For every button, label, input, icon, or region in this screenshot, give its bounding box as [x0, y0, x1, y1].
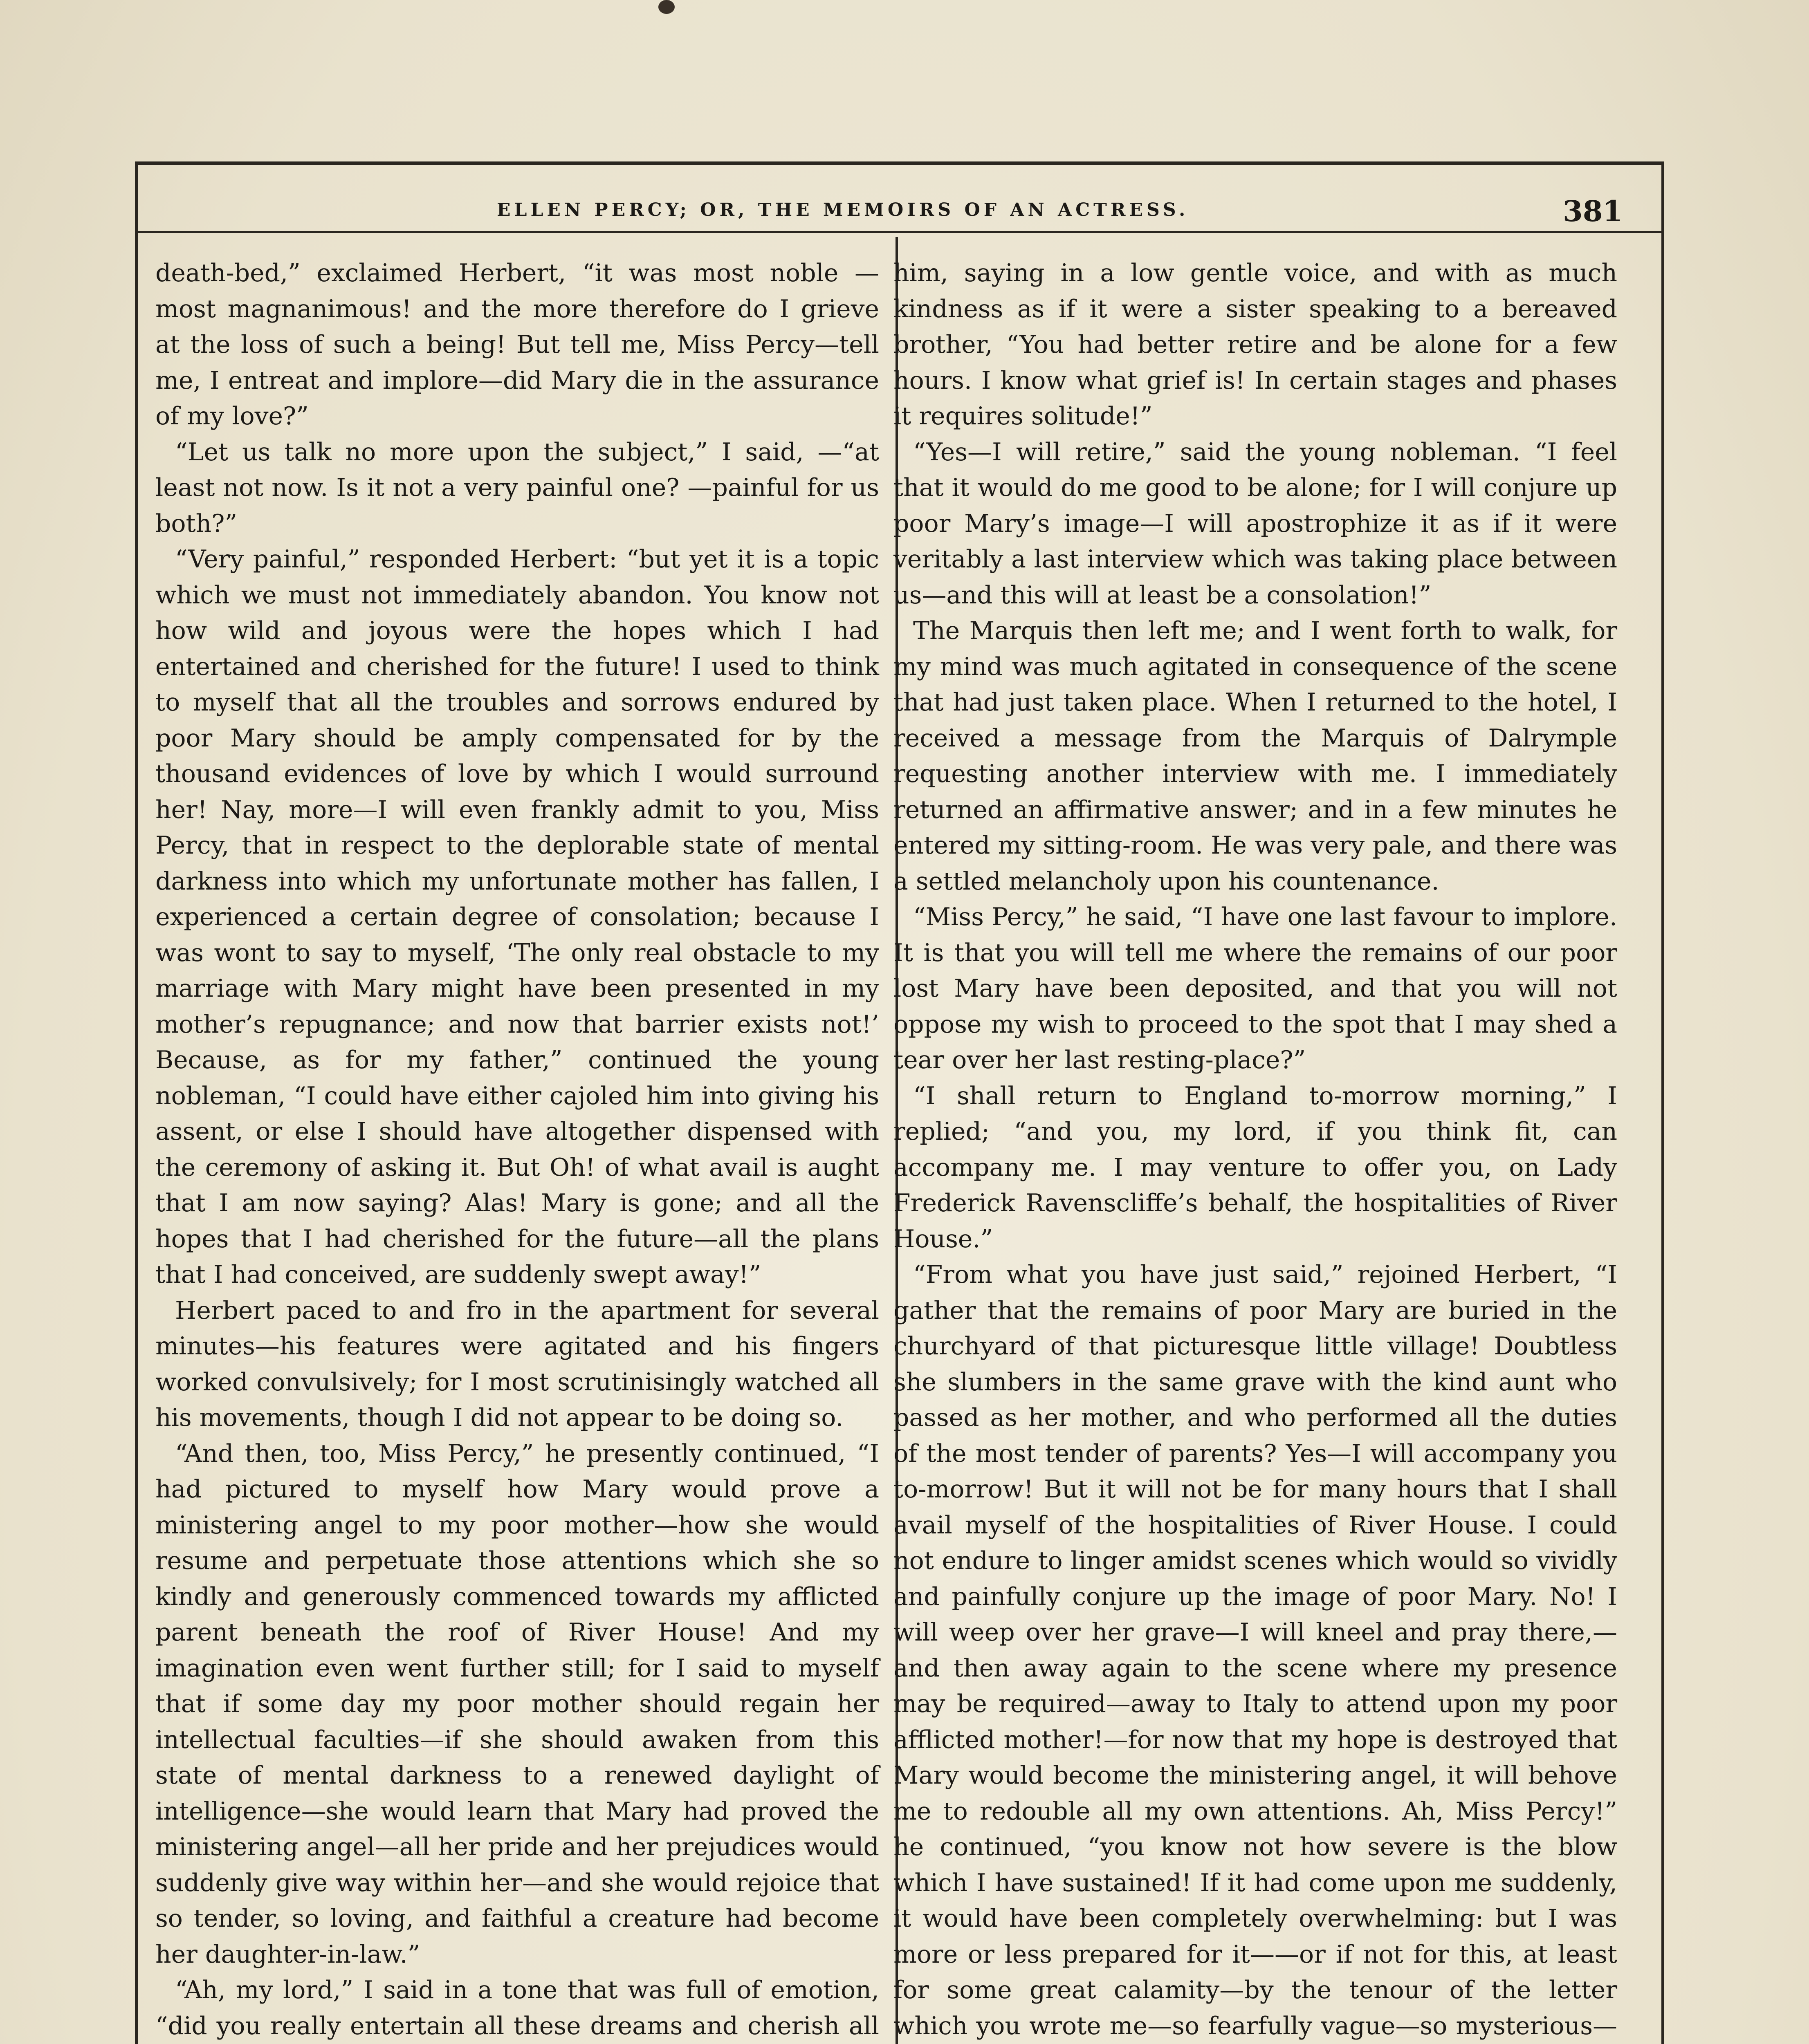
left-text-column	[155, 256, 879, 2044]
ink-blot	[658, 0, 675, 14]
running-title: ELLEN PERCY; OR, THE MEMOIRS OF AN ACTRESS.	[497, 199, 1189, 220]
paragraph: The Marquis then left me; and I went forth to walk, for my mind was much agitated in consequence of the scene that had just taken place. When I returned to the hotel, I received a message from the Marquis of Dalrymple requesting another interview with me. I immediately returned an affirmative answer; and in a few minutes he entered my sitting-room. He was very pale, and there was a settled melancholy upon his countenance.	[893, 616, 1617, 896]
header-rule	[135, 231, 1664, 233]
paragraph: “I shall return to England to-morrow morning,” I replied; “and you, my lord, if you think fit, can accompany me. I may venture to offer you, on Lady Frederick Ravenscliffe’s behalf, the hospitalities of River House.”	[893, 1081, 1617, 1253]
paragraph: “Yes—I will retire,” said the young nobleman. “I feel that it would do me good to be alone; for I will conjure up poor Mary’s image—I will apostrophize it as if it were veritably a last interview which was taking place between us—and this will at least be a consolation!”	[893, 437, 1617, 610]
right-text-column	[893, 256, 1617, 2044]
paragraph: death-bed,” exclaimed Herbert, “it was most noble —most magnanimous! and the more therefore do I grieve at the loss of such a being! But tell me, Miss Percy—tell me, I entreat and implore—did Mary die in the assurance of my love?”	[155, 259, 879, 430]
paragraph: him, saying in a low gentle voice, and with as much kindness as if it were a sister speaking to a bereaved brother, “You had better retire and be alone for a few hours. I know what grief is! In certain stages and phases it requires solitude!”	[893, 259, 1617, 430]
paragraph: “From what you have just said,” rejoined Herbert, “I gather that the remains of poor Mary are buried in the churchyard of that picturesque little village! Doubtless she slumbers in the same grave with the kind aunt who passed as her mother, and who performed all the duties of the most tender of parents? Yes—I will accompany you to-morrow! But it will not be for many hours that I shall avail myself of the hospitalities of River House. I could not endure to linger amidst scenes which would so vividly and painfully conjure up the image of poor Mary. No! I will weep over her grave—I will kneel and pray there,—and then away again to the scene where my presence may be required—away to Italy to attend upon my poor afflicted mother!—for now that my hope is destroyed that Mary would become the ministering angel, it will behove me to redouble all my own attentions. Ah, Miss Percy!” he continued, “you know not how severe is the blow which I have sustained! If it had come upon me suddenly, it would have been completely overwhelming: but I was more or less prepared for it——or if not for this, at least for some great calamity—by the tenour of the letter which you wrote me—so fearfully vague—so mysterious—	[893, 1260, 1617, 2040]
right-border-rule	[1661, 161, 1664, 2044]
left-border-rule	[135, 161, 138, 2044]
paragraph: “Ah, my lord,” I said in a tone that was full of emotion, “did you really entertain all these dreams and cherish all	[155, 1976, 879, 2040]
page-number: 381	[1563, 194, 1623, 228]
top-rule	[135, 161, 1664, 165]
paragraph: “Very painful,” responded Herbert: “but yet it is a topic which we must not immediately abandon. You know not how wild and joyous were the hopes which I had entertained and cherished for the future! I used to think to myself that all the troubles and sorrows endured by poor Mary should be amply compensated for by the thousand evidences of love by which I would surround her! Nay, more—I will even frankly admit to you, Miss Percy, that in respect to the deplorable state of mental darkness into which my unfortunate mother has fallen, I experienced a certain degree of consolation; because I was wont to say to myself, ‘The only real obstacle to my marriage with Mary might have been presented in my mother’s repugnance; and now that barrier exists not!’ Because, as for my father,” continued the young nobleman, “I could have either cajoled him into giving his assent, or else I should have altogether dispensed with the ceremony of asking it. But Oh! of what avail is aught that I am now saying? Alas! Mary is gone; and all the hopes that I had cherished for the future—all the plans that I had conceived, are suddenly swept away!”	[155, 545, 879, 1289]
paragraph: Herbert paced to and fro in the apartment for several minutes—his features were agitated and his fingers worked convulsively; for I most scrutinisingly watched all his movements, though I did not appear to be doing so.	[155, 1296, 879, 1432]
paragraph: “And then, too, Miss Percy,” he presently continued, “I had pictured to myself how Mary would prove a ministering angel to my poor mother—how she would resume and perpetuate those attentions which she so kindly and generously commenced towards my afflicted parent beneath the roof of River House! And my imagination even went further still; for I said to myself that if some day my poor mother should regain her intellectual faculties—if she should awaken from this state of mental darkness to a renewed daylight of intelligence—she would learn that Mary had proved the ministering angel—all her pride and her prejudices would suddenly give way within her—and she would rejoice that so tender, so loving, and faithful a creature had become her daughter-in-law.”	[155, 1439, 879, 1969]
paragraph: “Let us talk no more upon the subject,” I said, —“at least not now. Is it not a very painful one? —painful for us both?”	[155, 437, 879, 538]
paragraph: “Miss Percy,” he said, “I have one last favour to implore. It is that you will tell me where the remains of our poor lost Mary have been deposited, and that you will not oppose my wish to proceed to the spot that I may shed a tear over her last resting-place?”	[893, 903, 1617, 1074]
